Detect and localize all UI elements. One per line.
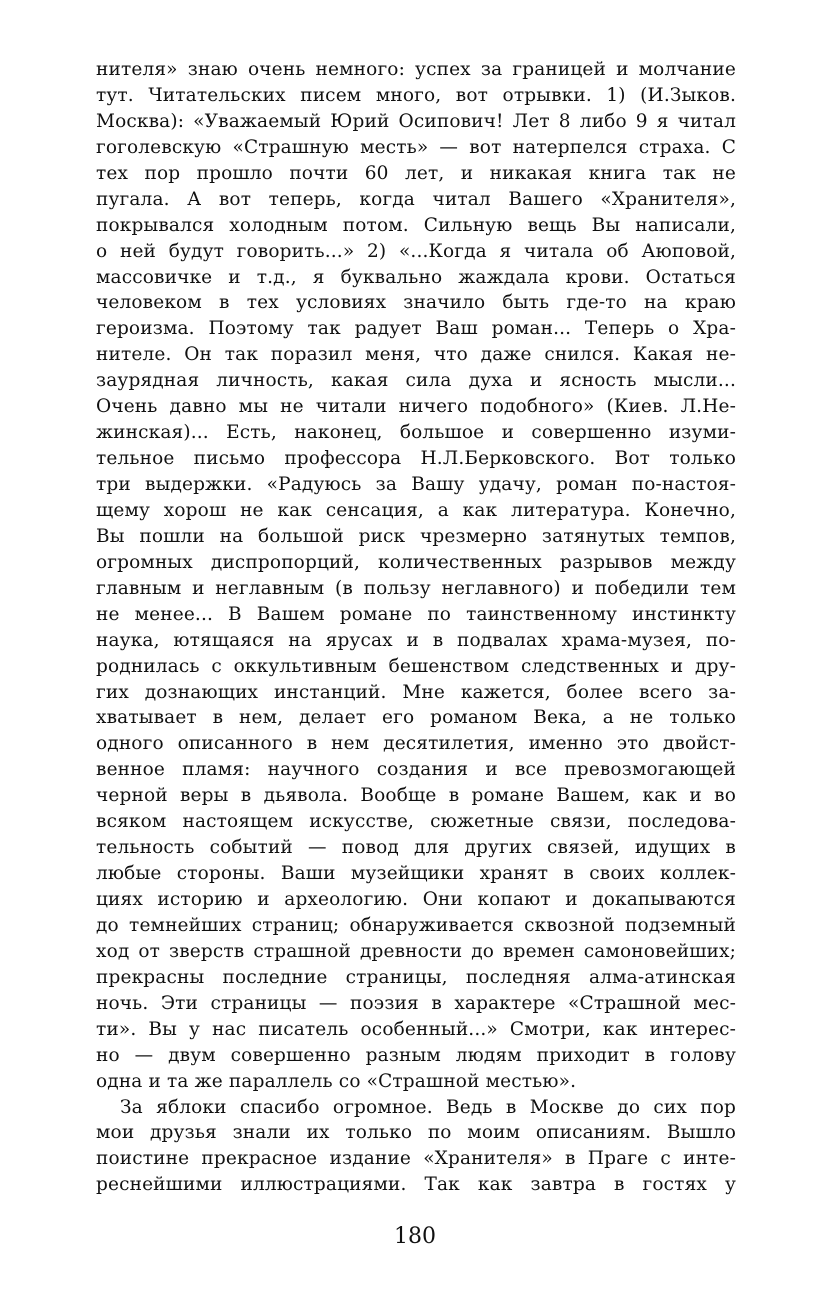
text-line: Очень давно мы не читали ничего подобного» (Киев. Л.Не- xyxy=(96,396,736,418)
text-line: главным и неглавным (в пользу неглавного) и победили тем xyxy=(96,577,736,599)
text-line: человеком в тех условиях значило быть где-то на краю xyxy=(96,292,736,314)
text-line: героизма. Поэтому так радует Ваш роман... Теперь о Хра- xyxy=(96,318,736,340)
text-line: массовичке и т.д., я буквально жаждала крови. Остаться xyxy=(96,266,736,288)
text-line: прекрасны последние страницы, последняя алма-атинская xyxy=(96,966,736,988)
text-line: жинская)... Есть, наконец, большое и совершенно изуми- xyxy=(96,422,736,444)
body-text xyxy=(96,57,736,1198)
text-line: не менее... В Вашем романе по таинственному инстинкту xyxy=(96,603,736,625)
paragraph-start-line: За яблоки спасибо огромное. Ведь в Москве до сих пор xyxy=(120,1096,736,1118)
text-line: циях историю и археологию. Они копают и докапываются xyxy=(96,889,736,910)
text-line: о ней будут говорить...» 2) «...Когда я читала об Аюповой, xyxy=(96,240,736,262)
text-line: до темнейших страниц; обнаруживается сквозной подземный xyxy=(96,914,736,936)
page-number: 180 xyxy=(394,1224,436,1249)
text-line: тут. Читательских писем много, вот отрывки. 1) (И.Зыков. xyxy=(96,84,736,106)
text-line: поистине прекрасное издание «Хранителя» в Праге с инте- xyxy=(96,1148,736,1170)
text-line: тех пор прошло почти 60 лет, и никакая книга так не xyxy=(96,162,736,184)
text-line: Вы пошли на большой риск чрезмерно затянутых темпов, xyxy=(96,525,736,547)
text-line: ночь. Эти страницы — поэзия в характере «Страшной мес- xyxy=(96,992,736,1014)
text-line: заурядная личность, какая сила духа и ясность мысли... xyxy=(96,370,736,392)
text-line: гих дознающих инстанций. Мне кажется, более всего за- xyxy=(96,681,736,703)
text-line: венное пламя: научного создания и все превозмогающей xyxy=(96,759,736,781)
text-line: тельность событий — повод для других связей, идущих в xyxy=(96,837,736,859)
text-line: нителе. Он так поразил меня, что даже снился. Какая не- xyxy=(96,344,736,366)
text-line: но — двум совершенно разным людям приходит в голову xyxy=(96,1044,736,1066)
text-line: хватывает в нем, делает его романом Века, а не только xyxy=(96,707,736,729)
text-line: реснейшими иллюстрациями. Так как завтра в гостях у xyxy=(96,1174,736,1196)
text-line: любые стороны. Ваши музейщики хранят в своих коллек- xyxy=(96,863,736,885)
text-line: роднилась с оккультивным бешенством следственных и дру- xyxy=(96,655,736,677)
text-line: щему хорош не как сенсация, а как литература. Конечно, xyxy=(96,499,736,521)
text-line: всяком настоящем искусстве, сюжетные связи, последова- xyxy=(96,811,736,833)
text-line: одного описанного в нем десятилетия, именно это двойст- xyxy=(96,733,736,755)
text-line: нителя» знаю очень немного: успех за границей и молчание xyxy=(96,59,736,80)
text-line: три выдержки. «Радуюсь за Вашу удачу, роман по-настоя- xyxy=(96,474,736,495)
text-line: Москва): «Уважаемый Юрий Осипович! Лет 8 либо 9 я читал xyxy=(96,110,736,132)
text-line: тельное письмо профессора Н.Л.Берковского. Вот только xyxy=(96,448,736,470)
text-line: пугала. А вот теперь, когда читал Вашего «Хранителя», xyxy=(96,188,736,210)
text-line: ход от зверств страшной древности до времен самоновейших; xyxy=(96,940,736,962)
text-line: гоголевскую «Страшную месть» — вот натерпелся страха. С xyxy=(96,136,736,158)
text-line: мои друзья знали их только по моим описаниям. Вышло xyxy=(96,1122,736,1144)
text-line: огромных диспропорций, количественных разрывов между xyxy=(96,551,736,573)
text-line: черной веры в дьявола. Вообще в романе Вашем, как и во xyxy=(96,785,736,807)
text-line: наука, ютящаяся на ярусах и в подвалах храма-музея, по- xyxy=(96,629,736,651)
text-line: ти». Вы у нас писатель особенный...» Смотри, как интерес- xyxy=(96,1018,736,1040)
paragraph-end-line: одна и та же параллель со «Страшной местью». xyxy=(96,1070,577,1092)
text-line: покрывался холодным потом. Сильную вещь Вы написали, xyxy=(96,214,736,236)
